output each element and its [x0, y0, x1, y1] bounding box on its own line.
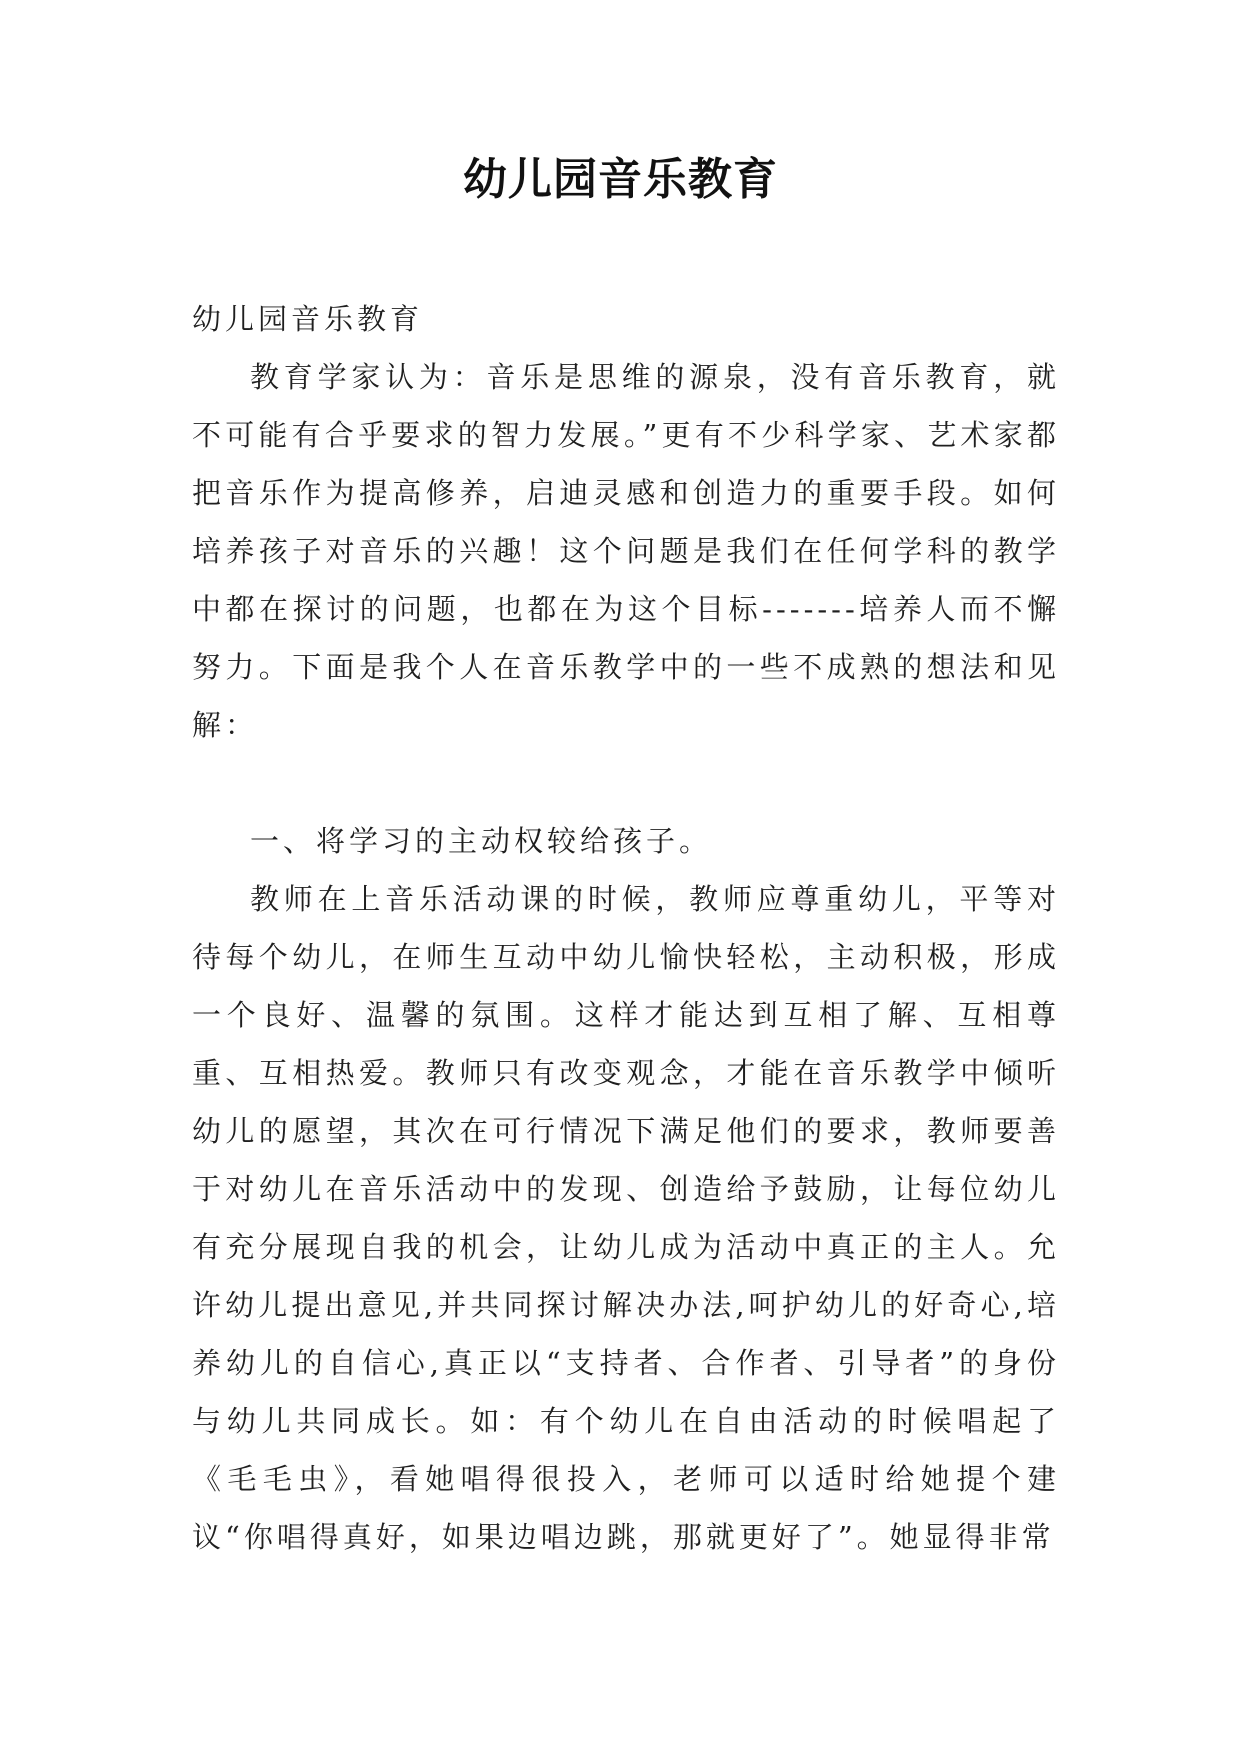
section-heading-1: 一、将学习的主动权较给孩子。: [250, 824, 713, 858]
document-subtitle: 幼儿园音乐教育: [192, 302, 424, 336]
paragraph-intro: 教育学家认为：音乐是思维的源泉，没有音乐教育，就不可能有合乎要求的智力发展。”更有不少科学家、艺术家都把音乐作为提高修养，启迪灵感和创造力的重要手段。如何培养孩子对音乐的兴趣！这个问题是我们在任何学科的教学中都在探讨的问题，也都在为这个目标-------培养人而不懈努力。下面是我个人在音乐教学中的一些不成熟的想法和见解：: [192, 360, 1060, 742]
document-body: [192, 290, 1060, 1566]
paragraph-spacer: [192, 754, 1060, 812]
document-title: 幼儿园音乐教育: [463, 154, 778, 205]
paragraph-section-1: 教师在上音乐活动课的时候，教师应尊重幼儿，平等对待每个幼儿，在师生互动中幼儿愉快轻松，主动积极，形成一个良好、温馨的氛围。这样才能达到互相了解、互相尊重、互相热爱。教师只有改变观念，才能在音乐教学中倾听幼儿的愿望，其次在可行情况下满足他们的要求，教师要善于对幼儿在音乐活动中的发现、创造给予鼓励，让每位幼儿有充分展现自我的机会，让幼儿成为活动中真正的主人。允许幼儿提出意见,并共同探讨解决办法,呵护幼儿的好奇心,培养幼儿的自信心,真正以“支持者、合作者、引导者”的身份与幼儿共同成长。如：有个幼儿在自由活动的时候唱起了《毛毛虫》，看她唱得很投入，老师可以适时给她提个建议“你唱得真好，如果边唱边跳，那就更好了”。她显得非常: [192, 882, 1060, 1554]
